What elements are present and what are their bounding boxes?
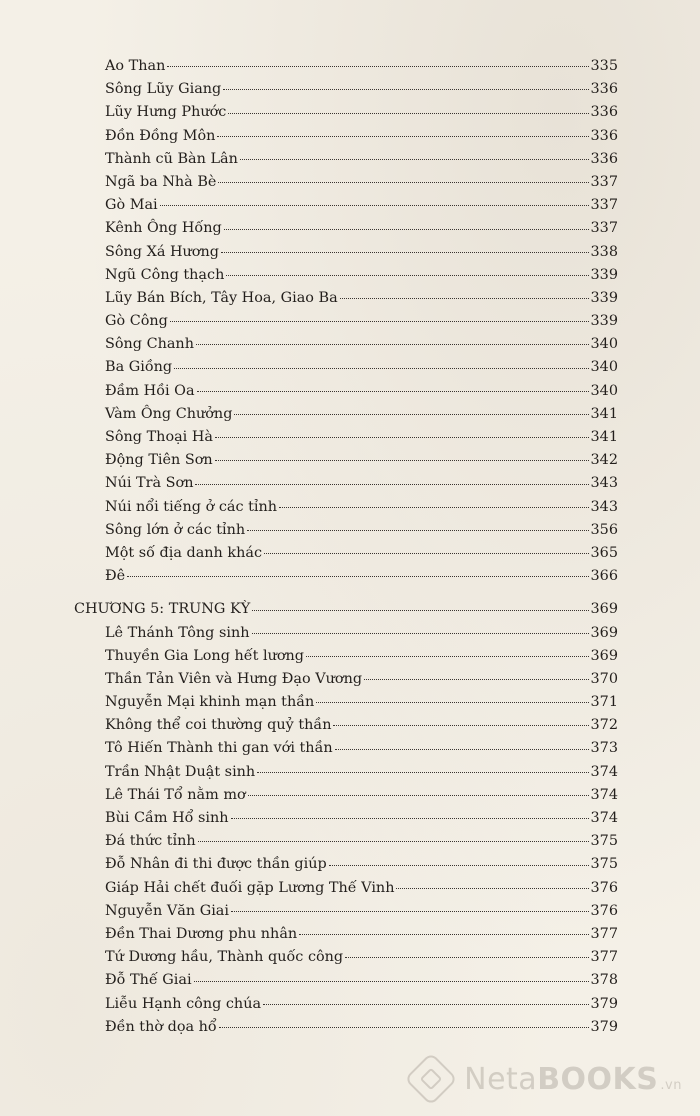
dot-leader xyxy=(329,864,589,866)
page-number: 365 xyxy=(590,544,618,561)
page-number: 338 xyxy=(590,243,618,260)
toc-entry-row xyxy=(74,287,618,310)
page-number: 371 xyxy=(590,694,618,711)
page-number: 374 xyxy=(590,810,618,826)
toc-entry-row xyxy=(74,426,618,449)
page-number: 337 xyxy=(590,197,618,214)
entry-title: Kênh Ông Hống xyxy=(105,220,222,237)
dot-leader xyxy=(248,794,589,796)
dot-leader xyxy=(197,390,589,392)
dot-leader xyxy=(299,933,588,935)
page-number: 337 xyxy=(590,220,618,237)
entry-title: Lũy Hưng Phước xyxy=(105,104,227,121)
toc-entry-row xyxy=(74,946,618,969)
dot-leader xyxy=(219,1026,589,1028)
entry-title: Đỗ Thế Giai xyxy=(105,972,192,989)
watermark-suffix: .vn xyxy=(660,1077,682,1093)
watermark-text xyxy=(464,1062,682,1097)
entry-title: Ao Than xyxy=(105,58,166,74)
entry-title: Thuyền Gia Long hết lương xyxy=(105,647,304,664)
entry-title: Trần Nhật Duật sinh xyxy=(105,763,256,780)
toc-entry-row xyxy=(74,645,618,668)
dot-leader xyxy=(279,506,589,508)
netabooks-watermark xyxy=(412,1060,682,1098)
dot-leader xyxy=(335,748,589,750)
page-number: 370 xyxy=(590,670,618,687)
page-number: 369 xyxy=(590,601,618,618)
entry-title: Tứ Dương hầu, Thành quốc công xyxy=(105,949,344,966)
toc-entry-row xyxy=(74,78,618,101)
toc-entry-row xyxy=(74,217,618,240)
dot-leader xyxy=(223,88,588,90)
page-number: 336 xyxy=(590,150,618,167)
toc-entry-row xyxy=(74,519,618,542)
page-number: 341 xyxy=(590,429,618,445)
page-number: 335 xyxy=(590,58,618,74)
entry-title: Động Tiên Sơn xyxy=(105,452,213,469)
toc-entry-row xyxy=(74,691,618,714)
toc-entry-row xyxy=(74,877,618,900)
page-number: 336 xyxy=(590,81,618,98)
page-number: 339 xyxy=(590,289,618,306)
page-number: 336 xyxy=(590,127,618,144)
page-number: 342 xyxy=(590,452,618,469)
page-number: 336 xyxy=(590,104,618,121)
dot-leader xyxy=(195,483,588,485)
toc-entry-row xyxy=(74,900,618,923)
dot-leader xyxy=(316,701,588,703)
dot-leader xyxy=(231,817,589,819)
entry-title: Không thể coi thường quỷ thần xyxy=(105,717,332,734)
page-number: 378 xyxy=(590,972,618,989)
dot-leader xyxy=(306,655,589,657)
entry-title: Gò Mai xyxy=(105,197,158,214)
page-number: 376 xyxy=(590,902,618,919)
entry-title: Sông Xá Hương xyxy=(105,243,219,260)
netabooks-logo-icon xyxy=(404,1052,458,1106)
page-number: 375 xyxy=(590,856,618,873)
toc-entry-row xyxy=(74,148,618,171)
dot-leader xyxy=(217,135,588,137)
toc-entry-row xyxy=(74,622,618,645)
entry-title: Gò Công xyxy=(105,313,168,330)
dot-leader xyxy=(174,367,588,369)
toc-entry-row xyxy=(74,310,618,333)
toc-entry-row xyxy=(74,194,618,217)
toc-entry-row xyxy=(74,171,618,194)
page-number: 341 xyxy=(590,405,618,422)
toc-entry-row xyxy=(74,737,618,760)
dot-leader xyxy=(231,910,589,912)
toc-entry-row xyxy=(74,380,618,403)
entry-title: Ba Giồng xyxy=(105,359,173,376)
entry-title: Đỗ Nhân đi thi được thần giúp xyxy=(105,856,327,873)
dot-leader xyxy=(224,228,589,230)
dot-leader xyxy=(228,112,588,114)
page-number: 377 xyxy=(590,949,618,966)
toc-entry-row xyxy=(74,714,618,737)
toc-entry-row xyxy=(74,333,618,356)
dot-leader xyxy=(215,459,589,461)
dot-leader xyxy=(221,251,589,253)
table-of-contents xyxy=(74,55,618,1039)
toc-entry-row xyxy=(74,101,618,124)
entry-title: Lũy Bán Bích, Tây Hoa, Giao Ba xyxy=(105,289,338,306)
page-number: 372 xyxy=(590,717,618,734)
entry-title: Đầm Hồi Oa xyxy=(105,382,195,399)
entry-title: Núi nổi tiếng ở các tỉnh xyxy=(105,498,278,515)
entry-title: Lê Thái Tổ nằm mơ xyxy=(105,786,246,803)
dot-leader xyxy=(160,204,589,206)
dot-leader xyxy=(167,65,588,67)
page-number: 379 xyxy=(590,1018,618,1035)
dot-leader xyxy=(170,320,589,322)
entry-title: Thần Tản Viên và Hưng Đạo Vương xyxy=(105,670,363,687)
entry-title: Sông Thoại Hà xyxy=(105,429,213,445)
entry-title: Bùi Cầm Hổ sinh xyxy=(105,810,229,826)
dot-leader xyxy=(226,274,588,276)
page-number: 340 xyxy=(590,336,618,353)
dot-leader xyxy=(247,529,588,531)
entry-title: Đồn Đồng Môn xyxy=(105,127,216,144)
dot-leader xyxy=(364,678,588,680)
entry-title: Ngũ Công thạch xyxy=(105,266,225,283)
toc-entry-row xyxy=(74,969,618,992)
entry-title: Một số địa danh khác xyxy=(105,544,263,561)
dot-leader xyxy=(240,158,589,160)
page-number: 337 xyxy=(590,173,618,190)
dot-leader xyxy=(215,436,589,438)
page-number: 366 xyxy=(590,568,618,585)
dot-leader xyxy=(340,297,589,299)
entry-title: Thành cũ Bàn Lân xyxy=(105,150,238,167)
chapter-title: CHƯƠNG 5: TRUNG KỲ xyxy=(74,601,251,618)
toc-entry-row xyxy=(74,807,618,830)
page-number: 373 xyxy=(590,740,618,757)
page-number: 340 xyxy=(590,382,618,399)
toc-entry-row xyxy=(74,853,618,876)
toc-entry-row xyxy=(74,565,618,588)
dot-leader xyxy=(194,980,589,982)
page-number: 356 xyxy=(590,521,618,538)
toc-entry-row xyxy=(74,542,618,565)
entry-title: Đá thức tỉnh xyxy=(105,833,196,850)
toc-entry-row xyxy=(74,472,618,495)
toc-entry-row xyxy=(74,923,618,946)
entry-title: Sông Chanh xyxy=(105,336,194,353)
toc-entry-row xyxy=(74,993,618,1016)
page-number: 377 xyxy=(590,925,618,942)
entry-title: Tô Hiến Thành thi gan với thần xyxy=(105,740,333,757)
toc-entry-row xyxy=(74,668,618,691)
entry-title: Đền Thai Dương phu nhân xyxy=(105,925,298,942)
chapter-heading-row xyxy=(74,598,618,621)
toc-entry-row xyxy=(74,264,618,287)
watermark-part2: BOOKS xyxy=(537,1061,659,1097)
page-number: 369 xyxy=(590,624,618,641)
dot-leader xyxy=(198,840,589,842)
dot-leader xyxy=(264,552,589,554)
dot-leader xyxy=(252,609,588,611)
entry-title: Đền thờ dọa hổ xyxy=(105,1018,217,1035)
entry-title: Đê xyxy=(105,568,126,585)
dot-leader xyxy=(196,343,589,345)
dot-leader xyxy=(333,724,588,726)
toc-entry-row xyxy=(74,241,618,264)
toc-entry-row xyxy=(74,55,618,78)
entry-title: Nguyễn Văn Giai xyxy=(105,902,229,919)
dot-leader xyxy=(127,575,588,577)
page-number: 379 xyxy=(590,995,618,1012)
dot-leader xyxy=(218,181,588,183)
toc-entry-row xyxy=(74,830,618,853)
dot-leader xyxy=(396,887,588,889)
toc-entry-row xyxy=(74,125,618,148)
toc-entry-row xyxy=(74,1016,618,1039)
toc-entry-row xyxy=(74,449,618,472)
entry-title: Vàm Ông Chưởng xyxy=(105,405,233,422)
toc-entry-row xyxy=(74,761,618,784)
entry-title: Liễu Hạnh công chúa xyxy=(105,995,262,1012)
dot-leader xyxy=(257,771,588,773)
toc-entry-row xyxy=(74,356,618,379)
dot-leader xyxy=(345,956,588,958)
page-number: 343 xyxy=(590,475,618,492)
toc-entry-row xyxy=(74,496,618,519)
entry-title: Núi Trà Sơn xyxy=(105,475,194,492)
page-number: 374 xyxy=(590,763,618,780)
page-number: 376 xyxy=(590,879,618,896)
page-number: 340 xyxy=(590,359,618,376)
entry-title: Lê Thánh Tông sinh xyxy=(105,624,250,641)
page-number: 369 xyxy=(590,647,618,664)
entry-title: Ngã ba Nhà Bè xyxy=(105,173,217,190)
entry-title: Sông lớn ở các tỉnh xyxy=(105,521,246,538)
entry-title: Giáp Hải chết đuối gặp Lương Thế Vinh xyxy=(105,879,395,896)
entry-title: Sông Lũy Giang xyxy=(105,81,222,98)
toc-entry-row xyxy=(74,403,618,426)
toc-entry-row xyxy=(74,784,618,807)
dot-leader xyxy=(263,1003,588,1005)
dot-leader xyxy=(234,413,588,415)
page-number: 375 xyxy=(590,833,618,850)
entry-title: Nguyễn Mại khinh mạn thần xyxy=(105,694,315,711)
watermark-part1: Neta xyxy=(464,1061,538,1097)
page-number: 343 xyxy=(590,498,618,515)
page-number: 339 xyxy=(590,266,618,283)
dot-leader xyxy=(252,632,589,634)
page-number: 374 xyxy=(590,786,618,803)
page-number: 339 xyxy=(590,313,618,330)
